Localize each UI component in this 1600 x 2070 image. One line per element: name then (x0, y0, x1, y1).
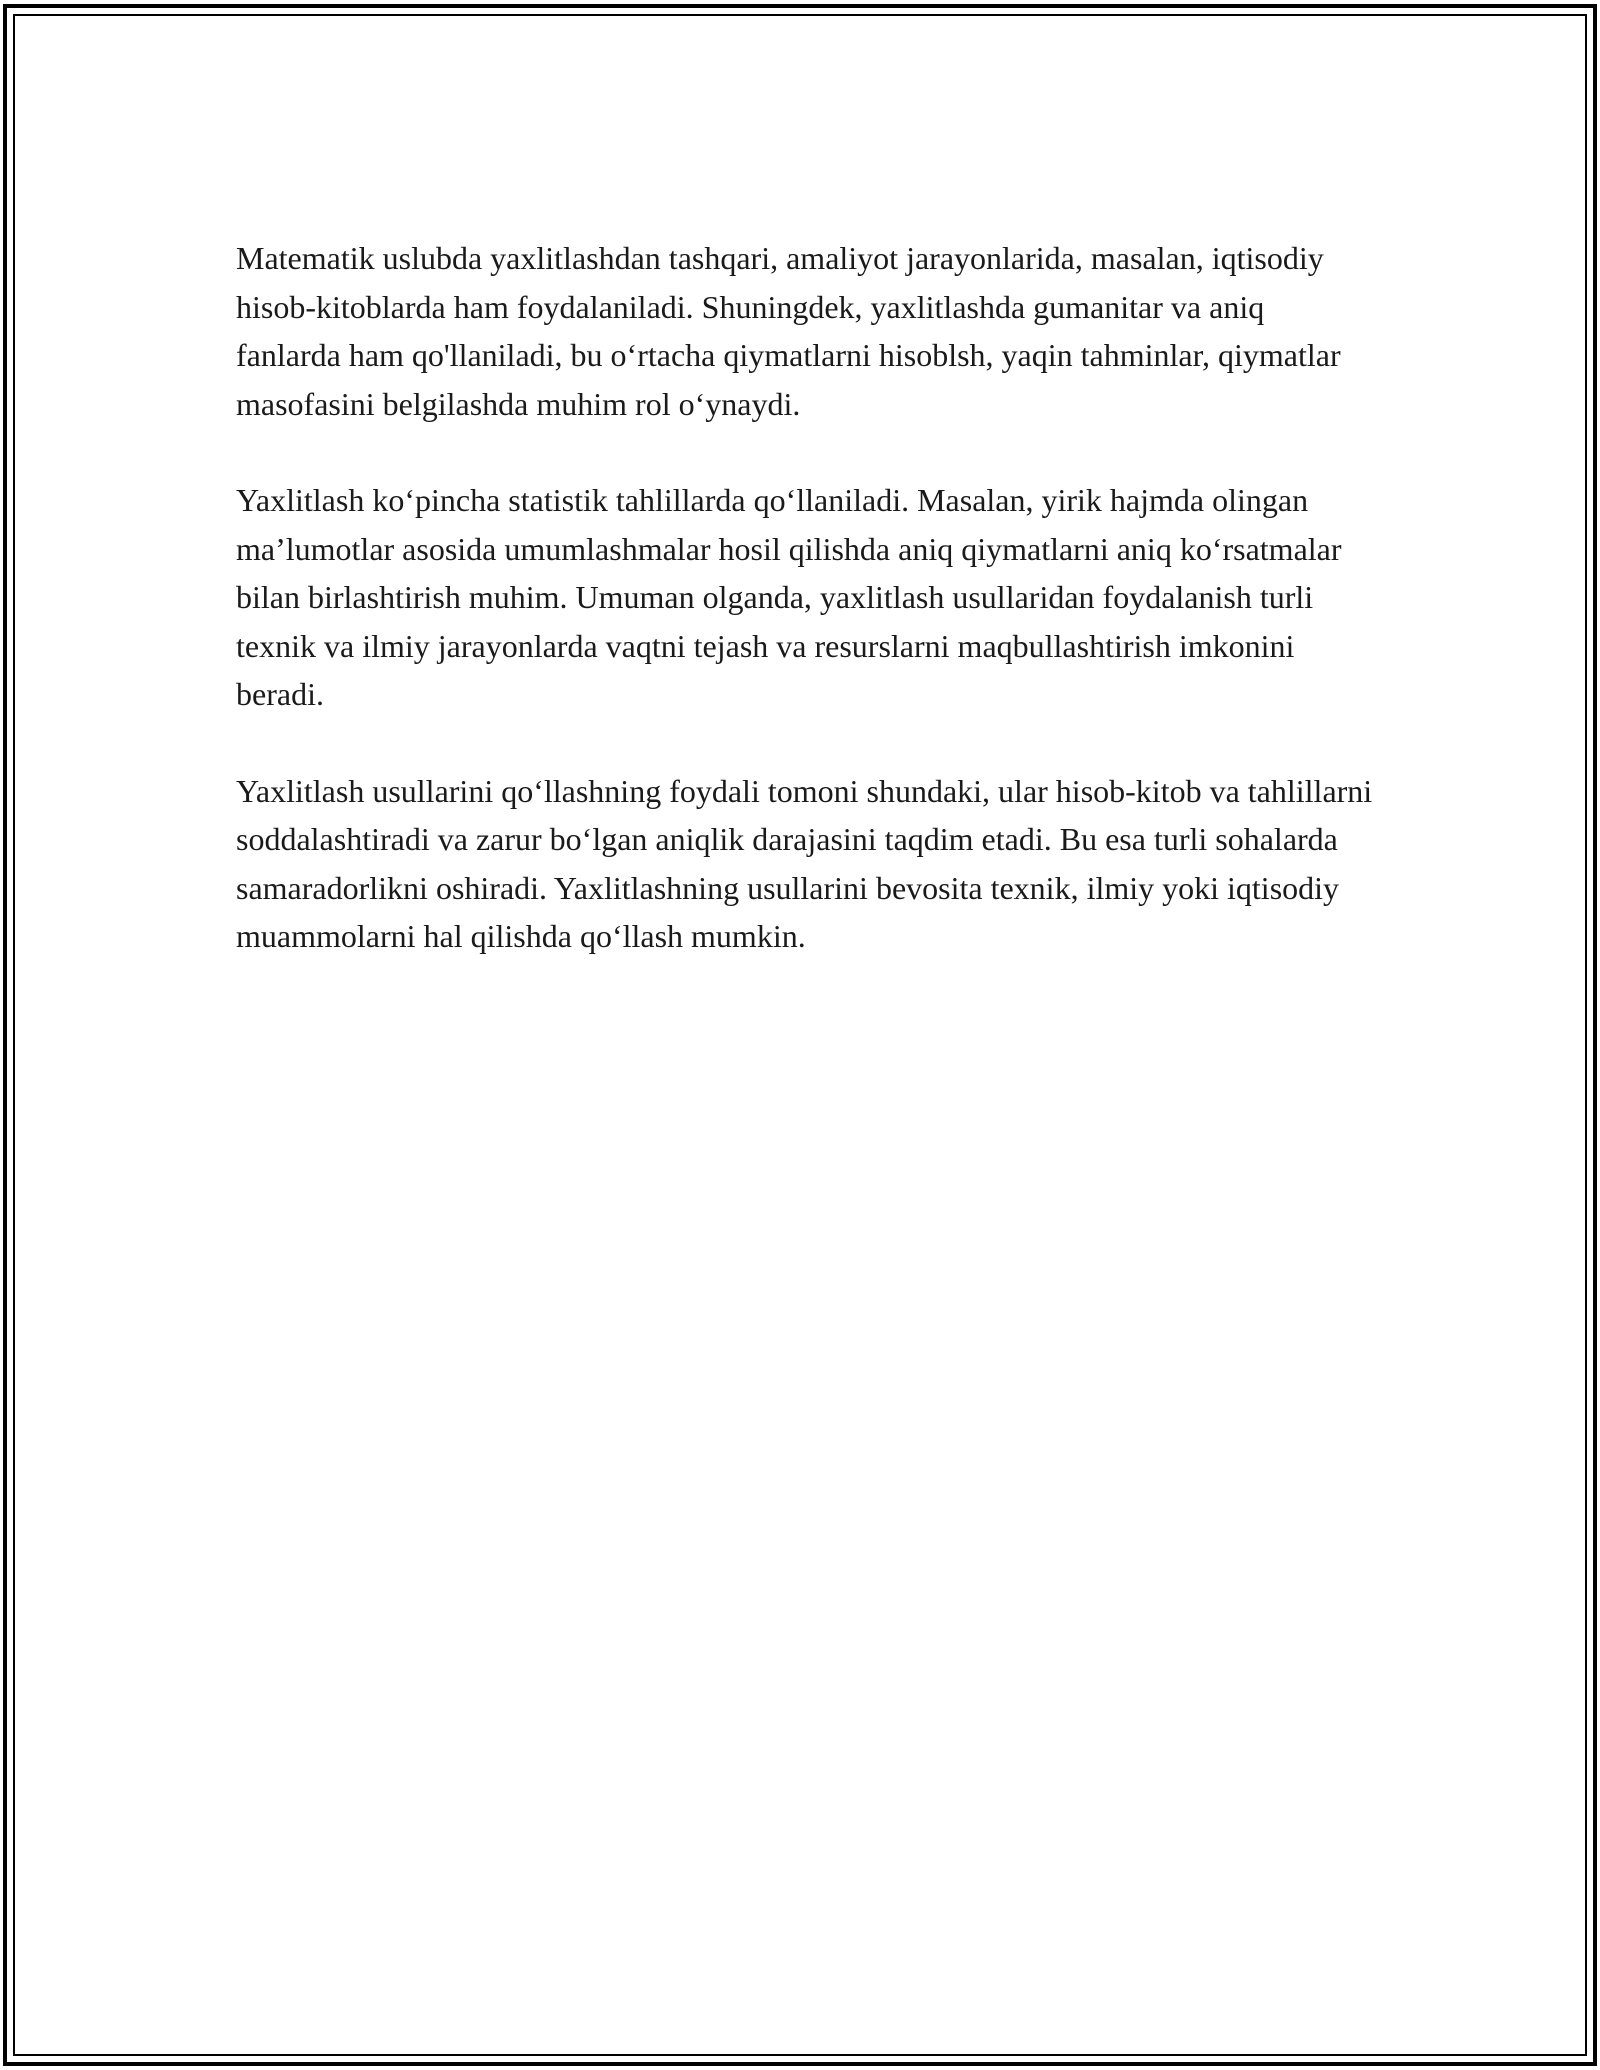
paragraph-1: Matematik uslubda yaxlitlashdan tashqari, amaliyot jarayonlarida, masalan, iqtisodiy hisob-kitoblarda ham foydalaniladi. Shuningdek, yaxlitlashda gumanitar va aniq fanlarda ham qo'llaniladi, bu o‘rtacha qiymatlarni hisoblsh, yaqin tahminlar, qiymatlar masofasini belgilashda muhim rol o‘ynaydi. (236, 240, 1341, 422)
paragraph-2: Yaxlitlash ko‘pincha statistik tahlillarda qo‘llaniladi. Masalan, yirik hajmda olingan ma’lumotlar asosida umumlashmalar hosil qilishda aniq qiymatlarni aniq ko‘rsatmalar bilan birlashtirish muhim. Umuman olganda, yaxlitlash usullaridan foydalanish turli texnik va ilmiy jarayonlarda vaqtni tejash va resurslarni maqbullashtirish imkonini beradi. (236, 482, 1342, 712)
paragraph-3: Yaxlitlash usullarini qo‘llashning foydali tomoni shundaki, ular hisob-kitob va tahlillarni soddalashtiradi va zarur bo‘lgan aniqlik darajasini taqdim etadi. Bu esa turli sohalarda samaradorlikni oshiradi. Yaxlitlashning usullarini bevosita texnik, ilmiy yoki iqtisodiy muammolarni hal qilishda qo‘llash mumkin. (236, 772, 1373, 954)
document-body (236, 234, 1376, 1009)
